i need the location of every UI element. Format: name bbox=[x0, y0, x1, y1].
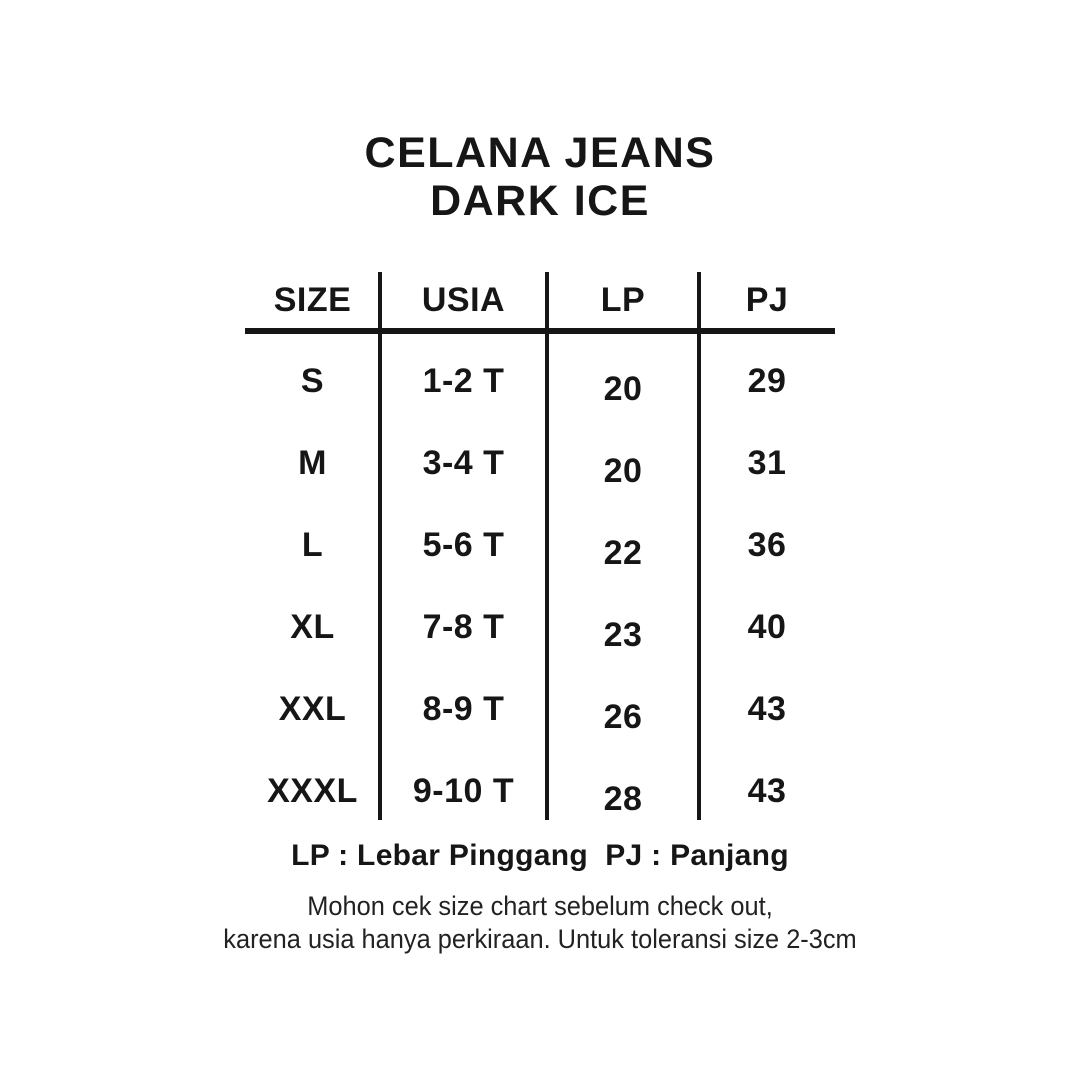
cell-lp: 20 bbox=[603, 451, 643, 490]
page-title bbox=[0, 129, 1080, 225]
cell-lp: 22 bbox=[603, 533, 643, 572]
cell-lp: 23 bbox=[603, 615, 643, 654]
cell-usia: 9-10 T bbox=[412, 771, 515, 810]
cell-lp: 20 bbox=[603, 369, 643, 408]
cell-size: S bbox=[300, 361, 325, 400]
cell-usia: 7-8 T bbox=[422, 607, 505, 646]
cell-usia: 3-4 T bbox=[422, 443, 505, 482]
disclaimer-note bbox=[32, 890, 1047, 956]
cell-pj: 29 bbox=[747, 361, 787, 400]
column-header-lp: LP bbox=[600, 280, 646, 319]
cell-size: L bbox=[301, 525, 324, 564]
cell-pj: 43 bbox=[747, 771, 787, 810]
cell-size: XXXL bbox=[267, 771, 358, 810]
cell-size: XL bbox=[290, 607, 335, 646]
cell-pj: 43 bbox=[747, 689, 787, 728]
abbreviation-legend: LP : Lebar Pinggang PJ : Panjang bbox=[291, 839, 789, 872]
table-grid bbox=[245, 272, 835, 820]
cell-usia: 5-6 T bbox=[422, 525, 505, 564]
cell-usia: 8-9 T bbox=[422, 689, 505, 728]
cell-pj: 36 bbox=[747, 525, 787, 564]
cell-pj: 40 bbox=[747, 607, 787, 646]
column-header-usia: USIA bbox=[421, 280, 506, 319]
disclaimer-note-line2: karena usia hanya perkiraan. Untuk toleransi size 2-3cm bbox=[223, 924, 857, 954]
cell-size: XXL bbox=[278, 689, 347, 728]
cell-usia: 1-2 T bbox=[422, 361, 505, 400]
page-title-line1: CELANA JEANS bbox=[364, 129, 716, 177]
cell-lp: 26 bbox=[603, 697, 643, 736]
cell-pj: 31 bbox=[747, 443, 787, 482]
size-chart-table bbox=[245, 272, 835, 820]
disclaimer-note-line1: Mohon cek size chart sebelum check out, bbox=[307, 891, 773, 921]
column-header-pj: PJ bbox=[745, 280, 789, 319]
column-header-size: SIZE bbox=[273, 280, 352, 319]
cell-lp: 28 bbox=[603, 779, 643, 818]
cell-size: M bbox=[298, 443, 327, 482]
page-title-line2: DARK ICE bbox=[430, 177, 650, 225]
